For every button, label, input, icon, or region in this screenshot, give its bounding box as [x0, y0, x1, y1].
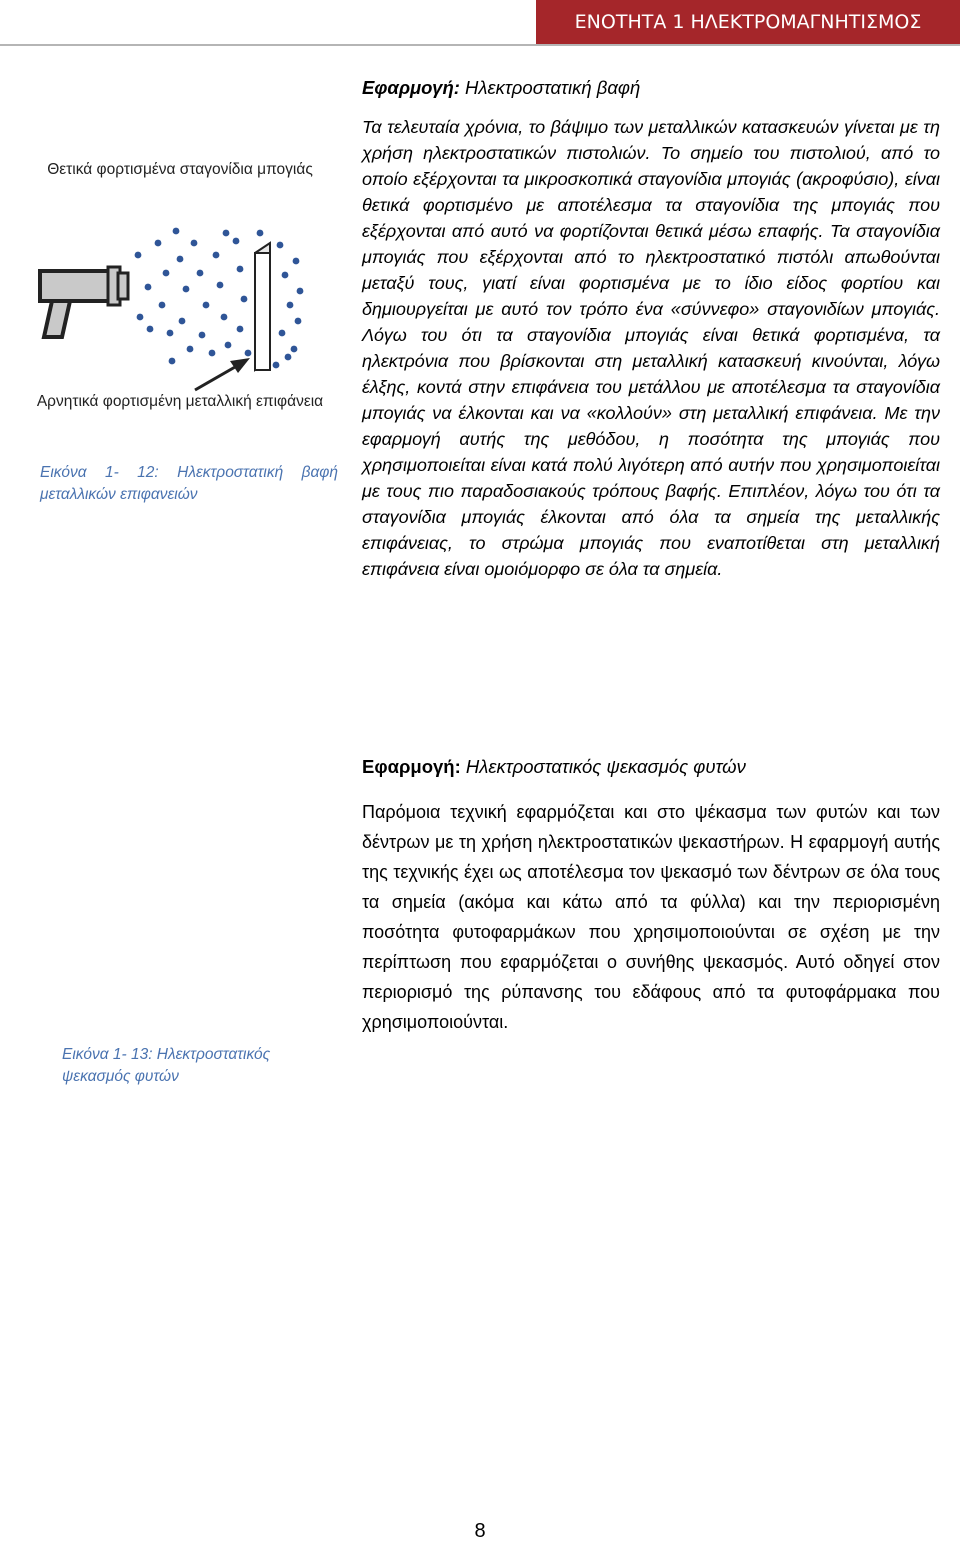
figure-label-negative-surface: Αρνητικά φορτισμένη μεταλλική επιφάνεια	[36, 393, 324, 410]
metal-surface-icon	[255, 243, 270, 370]
droplet	[291, 346, 298, 353]
droplet	[221, 314, 228, 321]
droplet	[223, 230, 230, 237]
section-body-spraying: Παρόμοια τεχνική εφαρμόζεται και στο ψέκασμα των φυτών και των δέντρων με τη χρήση ηλεκτροστατικών ψεκαστήρων. Η εφαρμογή αυτής της τεχνικής έχει ως αποτέλεσμα τον ψεκασμό των δέντρων σε όλα τους τα σημεία (ακόμα και κάτω από τα φύλλα) και την περιορισμένη ποσότητα φυτοφαρμάκων που χρησιμοποιούνται σε σχέση με την περίπτωση που εφαρμόζεται ο συνήθης ψεκασμός. Αυτό οδηγεί στον περιορισμό της ρύπανσης του εδάφους από τα φυτοφάρμακα που χρησιμοποιούνται.	[362, 802, 940, 1032]
droplet	[285, 354, 292, 361]
droplet	[191, 240, 198, 247]
droplet	[297, 288, 304, 295]
droplet	[159, 302, 166, 309]
droplet	[179, 318, 186, 325]
droplet	[237, 266, 244, 273]
arrow-icon	[195, 358, 250, 390]
droplet	[282, 272, 289, 279]
figure-caption-2: Εικόνα 1- 13: Ηλεκτροστατικός ψεκασμός φυτών	[62, 1046, 271, 1085]
droplet	[199, 332, 206, 339]
spray-gun-illustration	[30, 225, 320, 395]
droplet	[273, 362, 280, 369]
section-title-spraying	[362, 756, 746, 778]
figure-caption-1: Εικόνα 1- 12: Ηλεκτροστατική βαφή μεταλλικών επιφανειών	[40, 464, 338, 503]
page-number: 8	[474, 1520, 486, 1542]
figure-label-positive-droplets: Θετικά φορτισμένα σταγονίδια μπογιάς	[47, 161, 313, 178]
droplet	[137, 314, 144, 321]
droplet	[225, 342, 232, 349]
droplet	[279, 330, 286, 337]
droplet	[217, 282, 224, 289]
droplet	[155, 240, 162, 247]
droplet	[197, 270, 204, 277]
droplet	[173, 228, 180, 235]
section-title-prefix: Εφαρμογή:	[362, 756, 461, 777]
droplet	[163, 270, 170, 277]
droplet	[169, 358, 176, 365]
section-title-text: Ηλεκτροστατική βαφή	[459, 77, 641, 98]
droplet	[287, 302, 294, 309]
droplet	[237, 326, 244, 333]
spray-gun-icon	[40, 267, 128, 337]
section-body-painting: Τα τελευταία χρόνια, το βάψιμο των μεταλλικών κατασκευών γίνεται με τη χρήση ηλεκτροστατικών πιστολιών. Το σημείο του πιστολιού, από το οποίο εξέρχονται τα μικροσκοπικά σταγονίδια μπογιάς (ακροφύσιο), είναι θετικά φορτισμένο με αποτέλεσμα τα σταγονίδια της μπογιάς που εξέρχονται από αυτό να φορτίζονται θετικά μέσω επαφής. Τα σταγονίδια μπογιάς που εξέρχονται από το ηλεκτροστατικό πιστόλι απωθούνται μεταξύ τους, γιατί είναι φορτισμένα με το ίδιο είδος φορτίου και δημιουργείται με αυτό τον τρόπο ένα «σύννεφο» σταγονιδίων μπογιάς. Λόγω του ότι τα σταγονίδια μπογιάς είναι θετικά φορτισμένα, τα ηλεκτρόνια που βρίσκονται στη μεταλλική κατασκευή κινούνται, λόγω έλξης, κοντά στην επιφάνεια του μετάλλου με αποτέλεσμα τα σταγονίδια μπογιάς να έλκονται και να «κολλούν» στη μεταλλική επιφάνεια. Με την εφαρμογή αυτής της μεθόδου, η ποσότητα της μπογιάς που χρησιμοποιείται είναι κατά πολύ λιγότερη από αυτήν που χρησιμοποιείται με τους πιο παραδοσιακούς τρόπους βαφής. Επιπλέον, λόγω του ότι τα σταγονίδια μπογιάς έλκονται από όλα τα σημεία της μεταλλικής επιφάνειας, το στρώμα μπογιάς που εναποτίθεται στη μεταλλική επιφάνεια είναι ομοιόμορφο σε όλα τα σημεία.	[362, 117, 940, 579]
droplet	[213, 252, 220, 259]
section-title-text: Ηλεκτροστατικός ψεκασμός φυτών	[460, 756, 746, 777]
droplet	[295, 318, 302, 325]
droplet	[277, 242, 284, 249]
paint-droplets	[135, 228, 304, 369]
droplet	[177, 256, 184, 263]
droplet	[293, 258, 300, 265]
droplet	[187, 346, 194, 353]
section-title-painting	[362, 77, 640, 99]
droplet	[167, 330, 174, 337]
droplet	[233, 238, 240, 245]
chapter-header	[536, 0, 960, 44]
droplet	[135, 252, 142, 259]
droplet	[183, 286, 190, 293]
droplet	[209, 350, 216, 357]
droplet	[203, 302, 210, 309]
droplet	[147, 326, 154, 333]
chapter-title: ΕΝΟΤΗΤΑ 1 ΗΛΕΚΤΡΟΜΑΓΝΗΤΙΣΜΟΣ	[574, 11, 922, 33]
droplet	[257, 230, 264, 237]
section-title-prefix: Εφαρμογή:	[362, 77, 460, 98]
header-divider	[0, 44, 960, 46]
droplet	[145, 284, 152, 291]
droplet	[245, 350, 252, 357]
droplet	[241, 296, 248, 303]
